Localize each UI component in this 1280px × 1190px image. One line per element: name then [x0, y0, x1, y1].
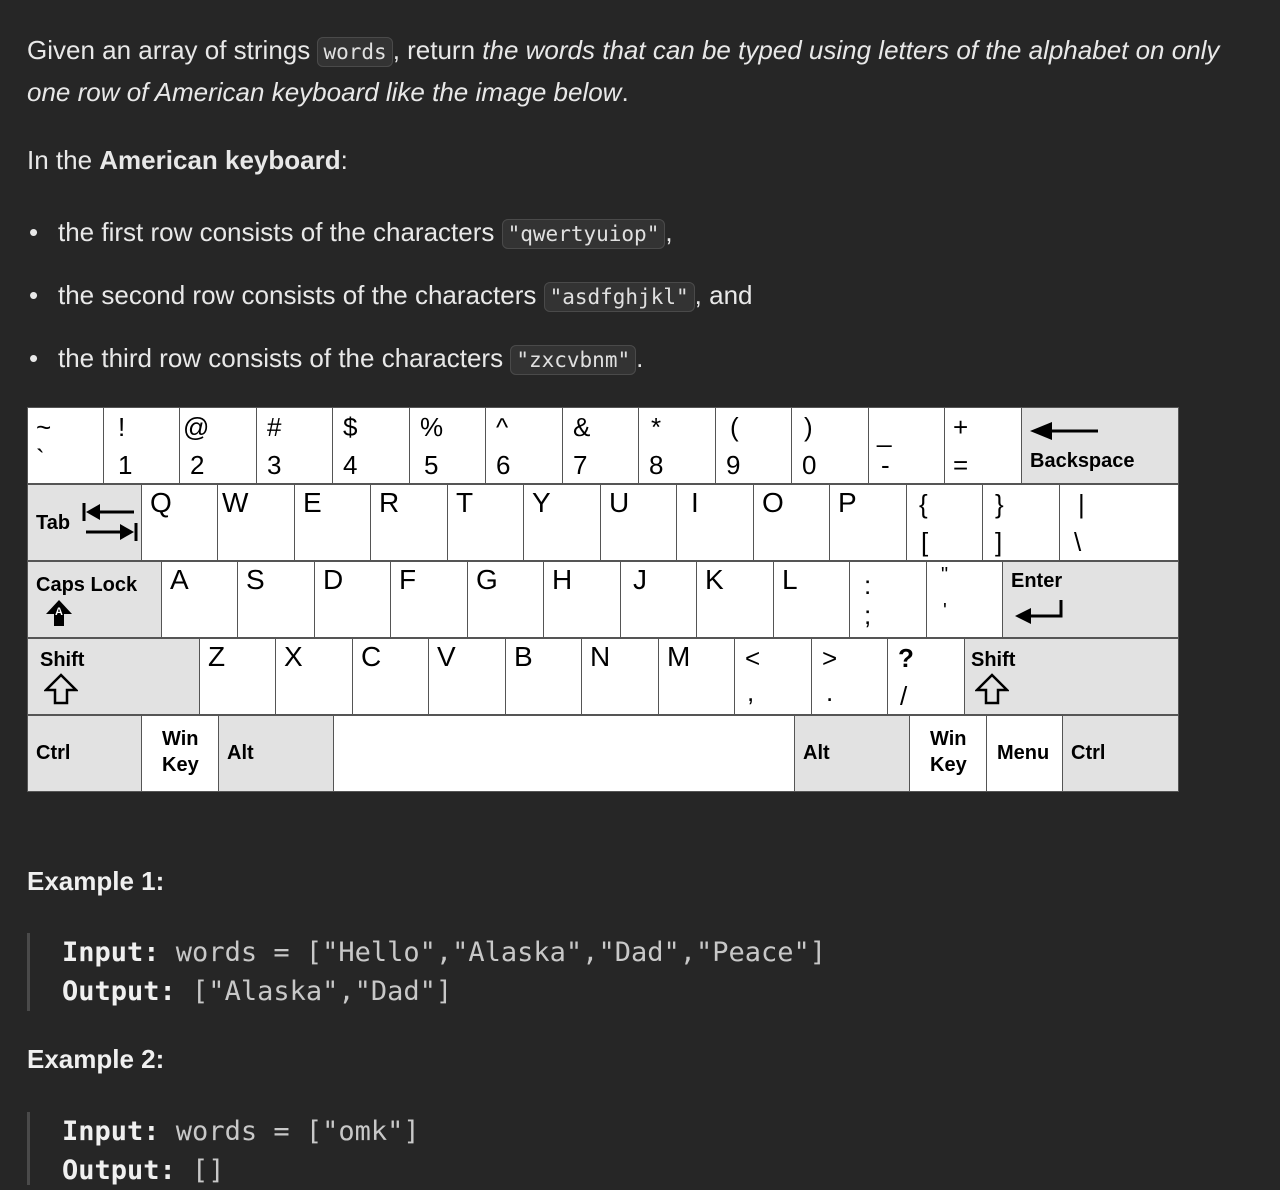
example-2-title: Example 2: — [27, 1044, 165, 1074]
key-l: L — [773, 561, 850, 638]
key-k: K — [696, 561, 774, 638]
keyboard-row-4 — [27, 638, 1179, 715]
shift-arrow-icon — [44, 673, 78, 705]
key-1: ! 1 — [103, 407, 180, 484]
key-p: P — [829, 484, 907, 561]
key-m: M — [658, 638, 735, 715]
key-9: ( 9 — [715, 407, 792, 484]
key-h: H — [543, 561, 621, 638]
keyboard-intro: In the American keyboard: — [27, 145, 348, 175]
key-7: & 7 — [562, 407, 639, 484]
key-backslash: | \ — [1059, 484, 1179, 561]
key-tab: Tab — [27, 484, 142, 561]
key-backspace: Backspace — [1021, 407, 1179, 484]
key-3: # 3 — [256, 407, 333, 484]
key-space — [333, 715, 795, 792]
key-equals: + = — [944, 407, 1022, 484]
key-e: E — [294, 484, 371, 561]
key-period: > . — [811, 638, 888, 715]
key-close-bracket: } ] — [982, 484, 1060, 561]
key-w: W — [217, 484, 295, 561]
key-u: U — [600, 484, 677, 561]
intro-paragraph: Given an array of strings words , return the words that can be typed using letters of the alphabet on only one row of American keyboard like the image below. — [27, 35, 1220, 107]
key-n: N — [581, 638, 659, 715]
key-enter: Enter — [1002, 561, 1179, 638]
caps-lock-arrow-icon — [44, 598, 74, 628]
example-2-block: Input: words = ["omk"] Output: [] — [27, 1112, 420, 1185]
key-menu: Menu — [986, 715, 1063, 792]
key-minus: _ - — [868, 407, 945, 484]
american-keyboard-image — [27, 407, 1179, 793]
key-shift-right: Shift — [964, 638, 1179, 715]
key-t: T — [447, 484, 524, 561]
rows-list — [27, 210, 752, 399]
key-open-bracket: { [ — [906, 484, 983, 561]
key-6: ^ 6 — [485, 407, 563, 484]
key-caps-lock: Caps Lock A — [27, 561, 162, 638]
key-r: R — [370, 484, 448, 561]
key-b: B — [505, 638, 582, 715]
enter-arrow-icon — [1013, 598, 1065, 628]
key-c: C — [352, 638, 429, 715]
key-d: D — [314, 561, 391, 638]
key-a: A — [161, 561, 238, 638]
list-item: • the first row consists of the characters "qwertyuiop" , — [29, 217, 673, 247]
key-alt-left: Alt — [218, 715, 334, 792]
key-win-right: Win Key — [909, 715, 987, 792]
key-q: Q — [141, 484, 218, 561]
example-1-block: Input: words = ["Hello","Alaska","Dad","Peace"] Output: ["Alaska","Dad"] — [27, 933, 826, 1011]
key-s: S — [237, 561, 315, 638]
keyboard-row-1 — [27, 407, 1179, 484]
key-semicolon: : ; — [849, 561, 927, 638]
shift-arrow-icon — [975, 673, 1009, 705]
list-item: • the second row consists of the characters "asdfghjkl" , and — [29, 280, 753, 310]
keyboard-row-5 — [27, 715, 1179, 792]
key-4: $ 4 — [332, 407, 410, 484]
list-item: • the third row consists of the characters "zxcvbnm" . — [29, 343, 644, 373]
key-win-left: Win Key — [141, 715, 219, 792]
backspace-arrow-icon — [1030, 420, 1100, 442]
key-5: % 5 — [409, 407, 486, 484]
key-ctrl-right: Ctrl — [1062, 715, 1179, 792]
key-tilde: ~ ` — [27, 407, 104, 484]
key-0: ) 0 — [791, 407, 869, 484]
key-z: Z — [199, 638, 276, 715]
key-x: X — [275, 638, 353, 715]
key-j: J — [620, 561, 697, 638]
tab-arrows-icon — [82, 499, 138, 543]
key-quote: " ' — [926, 561, 1003, 638]
keyboard-row-3 — [27, 561, 1179, 638]
key-shift-left: Shift — [27, 638, 200, 715]
key-g: G — [467, 561, 544, 638]
keyboard-row-2 — [27, 484, 1179, 561]
key-y: Y — [523, 484, 601, 561]
key-o: O — [753, 484, 830, 561]
key-comma: < , — [734, 638, 812, 715]
key-i: I — [676, 484, 754, 561]
key-ctrl-left: Ctrl — [27, 715, 142, 792]
key-8: * 8 — [638, 407, 716, 484]
key-v: V — [428, 638, 506, 715]
key-alt-right: Alt — [794, 715, 910, 792]
key-2: @ 2 — [179, 407, 257, 484]
key-slash: ? / — [887, 638, 965, 715]
words-code: words — [317, 37, 392, 67]
svg-text:A: A — [55, 606, 63, 618]
example-1-title: Example 1: — [27, 866, 165, 896]
key-f: F — [390, 561, 468, 638]
